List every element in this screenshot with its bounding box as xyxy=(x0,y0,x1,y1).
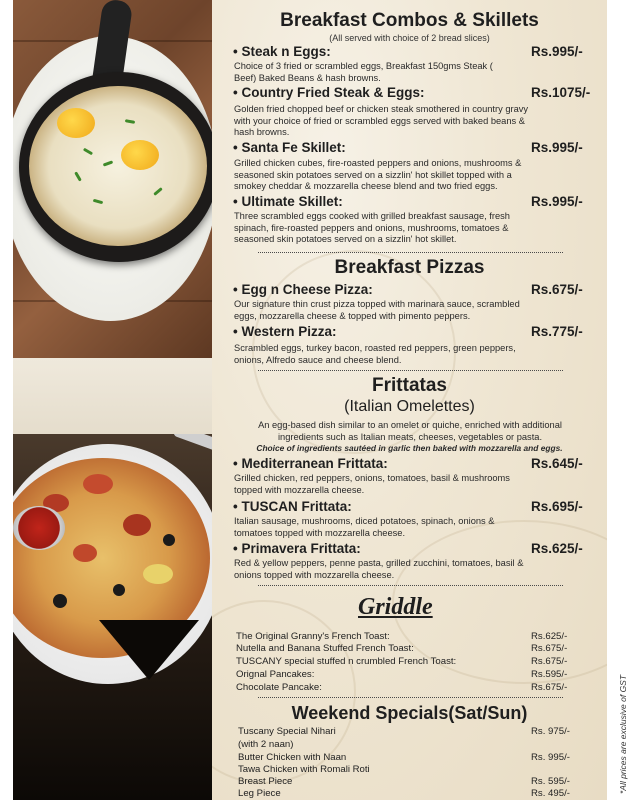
combos-subtitle: (All served with choice of 2 bread slices) xyxy=(329,33,490,43)
frittatas-intro: An egg-based dish similar to an omelet or quiche, enriched with additional ingredients such as Italian meats, cheeses, vegetables or pasta. xyxy=(258,420,562,442)
menu-item-description: Three scrambled eggs cooked with grilled breakfast sausage, fresh spinach, fire-roasted peppers and onions, mushrooms, tomatoes & seasoned skin potatoes served on a sizzlin' hot skillet. xyxy=(234,211,510,244)
weekend-item-name: Butter Chicken with Naan xyxy=(238,752,347,763)
photo-column xyxy=(13,0,212,800)
menu-item-description: Italian sausage, mushrooms, diced potatoes, spinach, onions & tomatoes topped with mozzarella cheese. xyxy=(234,516,495,538)
weekend-item-name: Tuscany Special Nihari xyxy=(238,726,336,737)
menu-item-description: Red & yellow peppers, penne pasta, grilled zucchini, tomatoes, basil & onions topped with mozzarella cheese. xyxy=(234,558,524,580)
menu-item-description: Grilled chicken cubes, fire-roasted peppers and onions, mushrooms & seasoned skin potatoes served on a sizzlin' hot skillet topped with a smokey cheddar & mozzarella cheese blend and two fried eggs. xyxy=(234,158,522,191)
griddle-item-price: Rs.595/- xyxy=(531,669,568,680)
menu-item-name: • Country Fried Steak & Eggs: xyxy=(233,85,425,100)
menu-item-description: Scrambled eggs, turkey bacon, roasted red peppers, green peppers, onions, Alfredo sauce and cheese blend. xyxy=(234,343,516,365)
pizza-photo xyxy=(13,434,212,800)
weekend-item-name: (with 2 naan) xyxy=(238,739,294,750)
pizzas-title: Breakfast Pizzas xyxy=(334,257,485,278)
griddle-title: Griddle xyxy=(358,594,433,620)
weekend-item-name: Leg Piece xyxy=(238,788,281,799)
weekend-item-price: Rs. 995/- xyxy=(531,752,570,763)
section-divider xyxy=(258,252,563,253)
griddle-item-price: Rs.675/- xyxy=(531,682,568,693)
section-divider xyxy=(258,370,563,371)
griddle-item-name: The Original Granny's French Toast: xyxy=(236,631,390,642)
frittatas-title: Frittatas xyxy=(372,375,447,396)
menu-item-name: • Western Pizza: xyxy=(233,324,337,339)
frittatas-subtitle: (Italian Omelettes) xyxy=(344,398,475,415)
menu-item-price: Rs.1075/- xyxy=(531,85,591,100)
menu-item-description: Our signature thin crust pizza topped with marinara sauce, scrambled eggs, mozzarella cheese & topped with pimento peppers. xyxy=(234,299,520,321)
weekend-item-price: Rs. 595/- xyxy=(531,776,570,787)
menu-item-name: • Steak n Eggs: xyxy=(233,44,331,59)
decorative-band xyxy=(13,358,212,434)
menu-item-price: Rs.775/- xyxy=(531,324,583,339)
section-divider xyxy=(258,697,563,698)
gst-footnote: *All prices are exclusive of GST xyxy=(618,674,628,794)
menu-item-price: Rs.695/- xyxy=(531,499,583,514)
menu-item-description: Choice of 3 fried or scrambled eggs, Breakfast 150gms Steak ( Beef) Baked Beans & hash browns. xyxy=(234,61,493,83)
menu-item-name: • TUSCAN Frittata: xyxy=(233,499,352,514)
menu-item-name: • Primavera Frittata: xyxy=(233,541,361,556)
skillet-photo xyxy=(13,0,212,358)
griddle-item-price: Rs.625/- xyxy=(531,631,568,642)
menu-item-description: Golden fried chopped beef or chicken steak smothered in country gravy with your choice of fried or scrambled eggs served with baked beans & hash browns. xyxy=(234,104,529,137)
frittatas-note: Choice of ingredients sautéed in garlic then baked with mozzarella and eggs. xyxy=(256,443,563,453)
griddle-item-name: Nutella and Banana Stuffed French Toast: xyxy=(236,643,414,654)
menu-item-price: Rs.995/- xyxy=(531,44,583,59)
menu-item-price: Rs.995/- xyxy=(531,194,583,209)
griddle-item-name: TUSCANY special stuffed n crumbled French Toast: xyxy=(236,656,457,667)
menu-item-name: • Egg n Cheese Pizza: xyxy=(233,282,373,297)
griddle-item-price: Rs.675/- xyxy=(531,656,568,667)
menu-item-description: Grilled chicken, red peppers, onions, tomatoes, basil & mushrooms topped with mozzarella cheese. xyxy=(234,473,510,495)
combos-title: Breakfast Combos & Skillets xyxy=(280,10,539,31)
menu-item-price: Rs.995/- xyxy=(531,140,583,155)
griddle-item-price: Rs.675/- xyxy=(531,643,568,654)
menu-item-name: • Santa Fe Skillet: xyxy=(233,140,346,155)
menu-item-price: Rs.675/- xyxy=(531,282,583,297)
menu-item-name: • Mediterranean Frittata: xyxy=(233,456,388,471)
section-divider xyxy=(258,585,563,586)
weekend-item-name: Breast Piece xyxy=(238,776,293,787)
griddle-item-name: Orignal Pancakes: xyxy=(236,669,315,680)
weekend-item-name: Tawa Chicken with Romali Roti xyxy=(238,764,370,775)
menu-item-price: Rs.645/- xyxy=(531,456,583,471)
weekend-item-price: Rs. 975/- xyxy=(531,726,570,737)
menu-item-name: • Ultimate Skillet: xyxy=(233,194,343,209)
menu-item-price: Rs.625/- xyxy=(531,541,583,556)
weekend-title: Weekend Specials(Sat/Sun) xyxy=(291,703,528,723)
weekend-item-price: Rs. 495/- xyxy=(531,788,570,799)
griddle-item-name: Chocolate Pancake: xyxy=(236,682,322,693)
